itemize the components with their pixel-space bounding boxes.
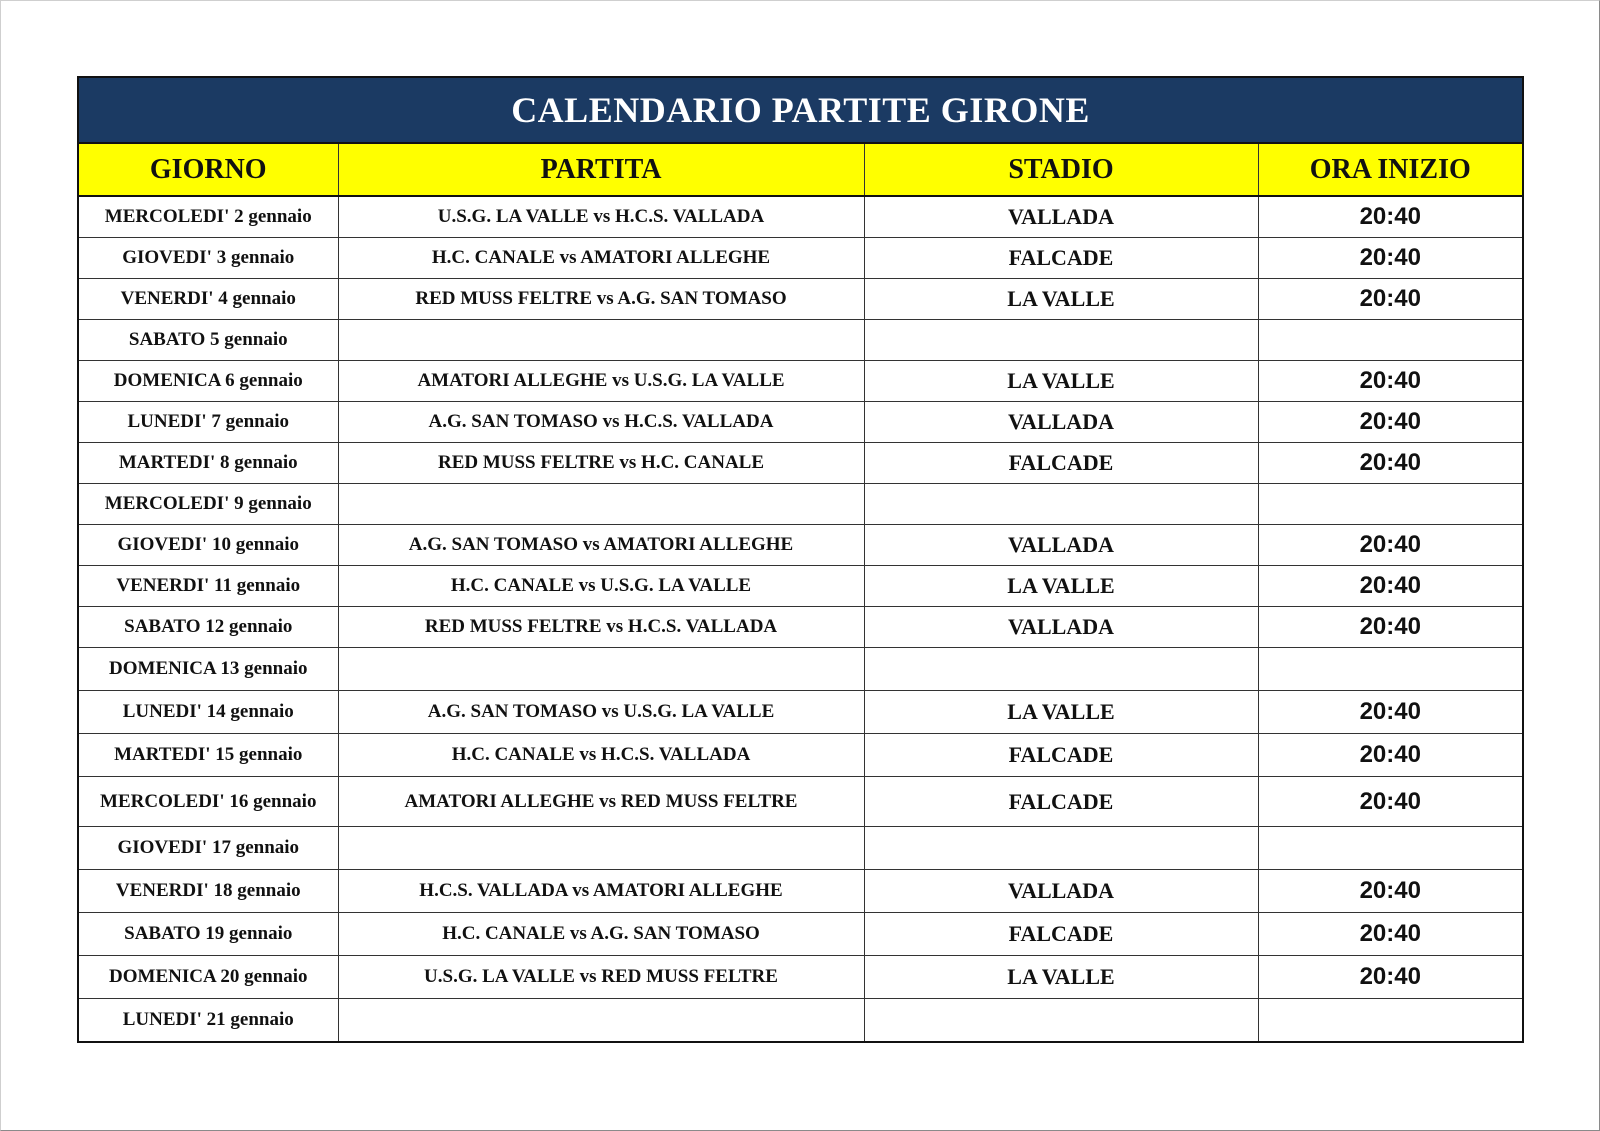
time-cell: 20:40 xyxy=(1258,402,1523,443)
stadium-cell xyxy=(864,320,1258,361)
table-row xyxy=(78,870,1523,913)
stadium-cell: VALLADA xyxy=(864,607,1258,648)
table-row xyxy=(78,402,1523,443)
table-row xyxy=(78,443,1523,484)
stadium-cell xyxy=(864,648,1258,691)
table-row xyxy=(78,827,1523,870)
stadium-cell: FALCADE xyxy=(864,777,1258,827)
title-row xyxy=(78,77,1523,143)
header-match: PARTITA xyxy=(338,143,864,196)
stadium-cell xyxy=(864,827,1258,870)
match-cell: H.C. CANALE vs H.C.S. VALLADA xyxy=(338,734,864,777)
day-cell: DOMENICA 13 gennaio xyxy=(78,648,338,691)
table-row xyxy=(78,279,1523,320)
stadium-cell: FALCADE xyxy=(864,443,1258,484)
table-row xyxy=(78,777,1523,827)
time-cell xyxy=(1258,648,1523,691)
header-time: ORA INIZIO xyxy=(1258,143,1523,196)
day-cell: SABATO 19 gennaio xyxy=(78,913,338,956)
table-row xyxy=(78,525,1523,566)
time-cell: 20:40 xyxy=(1258,443,1523,484)
day-cell: LUNEDI' 7 gennaio xyxy=(78,402,338,443)
day-cell: VENERDI' 11 gennaio xyxy=(78,566,338,607)
time-cell: 20:40 xyxy=(1258,525,1523,566)
time-cell: 20:40 xyxy=(1258,607,1523,648)
stadium-cell: FALCADE xyxy=(864,913,1258,956)
time-cell: 20:40 xyxy=(1258,870,1523,913)
header-row xyxy=(78,143,1523,196)
day-cell: DOMENICA 6 gennaio xyxy=(78,361,338,402)
match-cell: H.C. CANALE vs A.G. SAN TOMASO xyxy=(338,913,864,956)
match-cell: AMATORI ALLEGHE vs U.S.G. LA VALLE xyxy=(338,361,864,402)
time-cell xyxy=(1258,320,1523,361)
time-cell: 20:40 xyxy=(1258,361,1523,402)
match-cell xyxy=(338,320,864,361)
table-row xyxy=(78,238,1523,279)
table-row xyxy=(78,999,1523,1043)
time-cell: 20:40 xyxy=(1258,566,1523,607)
time-cell: 20:40 xyxy=(1258,691,1523,734)
stadium-cell: VALLADA xyxy=(864,525,1258,566)
stadium-cell: LA VALLE xyxy=(864,361,1258,402)
match-cell xyxy=(338,827,864,870)
match-cell: AMATORI ALLEGHE vs RED MUSS FELTRE xyxy=(338,777,864,827)
table-row xyxy=(78,566,1523,607)
table-row xyxy=(78,320,1523,361)
header-day: GIORNO xyxy=(78,143,338,196)
stadium-cell: LA VALLE xyxy=(864,956,1258,999)
table-row xyxy=(78,913,1523,956)
schedule-title: CALENDARIO PARTITE GIRONE xyxy=(78,77,1523,143)
stadium-cell: FALCADE xyxy=(864,238,1258,279)
stadium-cell xyxy=(864,999,1258,1043)
day-cell: MARTEDI' 8 gennaio xyxy=(78,443,338,484)
day-cell: MERCOLEDI' 16 gennaio xyxy=(78,777,338,827)
table-row xyxy=(78,607,1523,648)
match-cell: U.S.G. LA VALLE vs H.C.S. VALLADA xyxy=(338,196,864,238)
stadium-cell: LA VALLE xyxy=(864,279,1258,320)
time-cell xyxy=(1258,484,1523,525)
time-cell xyxy=(1258,999,1523,1043)
match-cell: H.C.S. VALLADA vs AMATORI ALLEGHE xyxy=(338,870,864,913)
stadium-cell xyxy=(864,484,1258,525)
table-row xyxy=(78,484,1523,525)
stadium-cell: LA VALLE xyxy=(864,566,1258,607)
day-cell: SABATO 12 gennaio xyxy=(78,607,338,648)
day-cell: VENERDI' 18 gennaio xyxy=(78,870,338,913)
match-cell: H.C. CANALE vs U.S.G. LA VALLE xyxy=(338,566,864,607)
stadium-cell: VALLADA xyxy=(864,196,1258,238)
table-row xyxy=(78,361,1523,402)
day-cell: VENERDI' 4 gennaio xyxy=(78,279,338,320)
day-cell: LUNEDI' 21 gennaio xyxy=(78,999,338,1043)
header-stadium: STADIO xyxy=(864,143,1258,196)
table-row xyxy=(78,196,1523,238)
match-cell xyxy=(338,648,864,691)
schedule-table xyxy=(77,76,1524,1043)
day-cell: GIOVEDI' 3 gennaio xyxy=(78,238,338,279)
time-cell: 20:40 xyxy=(1258,238,1523,279)
day-cell: GIOVEDI' 10 gennaio xyxy=(78,525,338,566)
match-cell: RED MUSS FELTRE vs H.C. CANALE xyxy=(338,443,864,484)
day-cell: MARTEDI' 15 gennaio xyxy=(78,734,338,777)
match-cell: U.S.G. LA VALLE vs RED MUSS FELTRE xyxy=(338,956,864,999)
day-cell: GIOVEDI' 17 gennaio xyxy=(78,827,338,870)
table-row xyxy=(78,734,1523,777)
match-cell: RED MUSS FELTRE vs A.G. SAN TOMASO xyxy=(338,279,864,320)
match-cell: A.G. SAN TOMASO vs AMATORI ALLEGHE xyxy=(338,525,864,566)
time-cell: 20:40 xyxy=(1258,196,1523,238)
match-cell: A.G. SAN TOMASO vs H.C.S. VALLADA xyxy=(338,402,864,443)
match-cell xyxy=(338,999,864,1043)
day-cell: MERCOLEDI' 9 gennaio xyxy=(78,484,338,525)
match-cell: RED MUSS FELTRE vs H.C.S. VALLADA xyxy=(338,607,864,648)
day-cell: SABATO 5 gennaio xyxy=(78,320,338,361)
table-row xyxy=(78,691,1523,734)
time-cell xyxy=(1258,827,1523,870)
day-cell: DOMENICA 20 gennaio xyxy=(78,956,338,999)
table-row xyxy=(78,956,1523,999)
match-cell xyxy=(338,484,864,525)
stadium-cell: LA VALLE xyxy=(864,691,1258,734)
day-cell: MERCOLEDI' 2 gennaio xyxy=(78,196,338,238)
day-cell: LUNEDI' 14 gennaio xyxy=(78,691,338,734)
time-cell: 20:40 xyxy=(1258,913,1523,956)
stadium-cell: FALCADE xyxy=(864,734,1258,777)
table-row xyxy=(78,648,1523,691)
time-cell: 20:40 xyxy=(1258,279,1523,320)
stadium-cell: VALLADA xyxy=(864,402,1258,443)
time-cell: 20:40 xyxy=(1258,734,1523,777)
stadium-cell: VALLADA xyxy=(864,870,1258,913)
match-cell: H.C. CANALE vs AMATORI ALLEGHE xyxy=(338,238,864,279)
match-cell: A.G. SAN TOMASO vs U.S.G. LA VALLE xyxy=(338,691,864,734)
time-cell: 20:40 xyxy=(1258,777,1523,827)
time-cell: 20:40 xyxy=(1258,956,1523,999)
